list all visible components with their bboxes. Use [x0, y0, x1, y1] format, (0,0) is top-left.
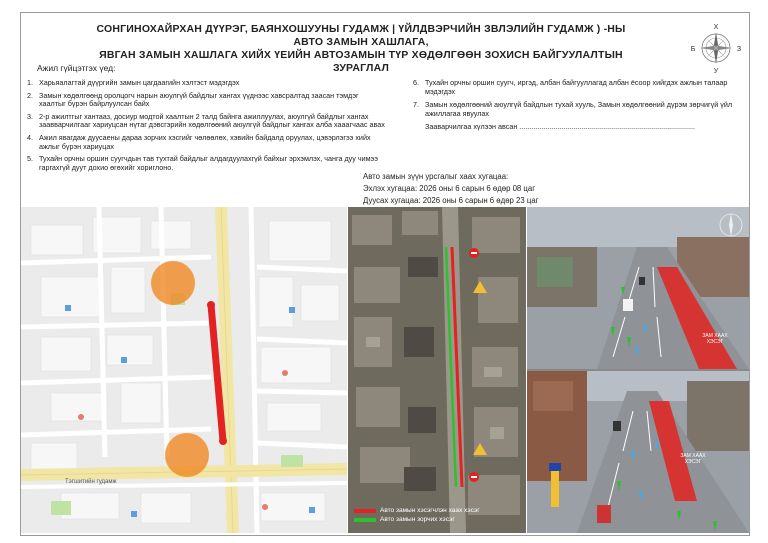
- compass-east-label: З: [736, 46, 742, 53]
- poster-sheet: [20, 12, 750, 536]
- schedule-start: Эхлэх хугацаа: 2026 оны 6 сарын 6 өдөр 08 цаг: [363, 184, 536, 193]
- satellite-drawing: [348, 207, 526, 533]
- legend-item-closed: [354, 507, 480, 514]
- instruction-item: [413, 123, 743, 132]
- item-number: 2.: [27, 90, 33, 100]
- item-text: Тухайн орчны оршин суугчдын тав тухтай байдлыг алдагдуулахгүй байхыг эрхэмлэх, чанга дуу чимээ гаргахгүй дуут дохио өгөхийг хориглоно.: [39, 154, 378, 172]
- schedule-heading: Авто замын зүүн урсгалыг хаах хугацаа:: [363, 172, 509, 181]
- instruction-item: [27, 92, 387, 109]
- item-number: 5.: [27, 154, 33, 164]
- instructions-heading: Ажил гүйцэтгэх үед:: [37, 63, 116, 73]
- item-text: 2-р ажилтгыг хантааз, досиур модтой хаалтын 2 талд байнга ажиллуулах, аюулгүй байдлыг хангах заавварчилгааг хариуцсан нүтаг дэвсгэрийн хөдөлгөөний аюулгүй байдлыг хангах алба хааагчаас авах: [39, 111, 385, 130]
- compass-south-label: У: [713, 68, 719, 75]
- title-line-2: ЯВГАН ЗАМЫН ХАШЛАГА ХИЙХ ҮЕИЙН АВТОЗАМЫН ТҮР ХӨДӨЛГӨӨН ЗОХИСН БАЙГУУЛАЛТЫН ЗУРАГЛАЛ: [99, 49, 623, 74]
- satellite-view: [348, 207, 526, 533]
- legend-item-open: [354, 516, 480, 523]
- instruction-item: [27, 134, 387, 151]
- photo-label-bottom: ЗАМ ХААХ ХЭСЭГ: [680, 453, 706, 465]
- street-photo-top: [527, 207, 749, 369]
- page-title: [81, 23, 641, 75]
- instructions-left: [27, 79, 387, 176]
- item-number: 3.: [27, 111, 33, 121]
- legend-label: Авто замын зорчих хэсэг: [380, 516, 455, 523]
- item-number: 4.: [27, 132, 33, 142]
- item-number: 7.: [413, 100, 419, 110]
- street-name-label: Тэгшитийн гудамж: [65, 479, 117, 485]
- closure-schedule: [363, 171, 539, 207]
- item-text: Зааварчилгаа хүлээн авсан ........................................................................................: [425, 122, 696, 132]
- item-text: Ажил явагдаж дуусаены дараа зорчих хэсгийг чөлөөлөх, хэвийн байдалд оруулах, цэвэрлэгээ хийх ажлыг бүрэн хариуцах: [39, 132, 371, 151]
- street-photos: [527, 207, 749, 533]
- poi-marker: [165, 433, 209, 477]
- legend-label: Авто замын хэсэгчлэн хаах хэсэг: [380, 507, 480, 514]
- instruction-item: [27, 113, 387, 130]
- item-text: Харьяалагтай дүүргийн замын цагдаагийн хэлтэст мэдэгдэх: [39, 78, 240, 87]
- instructions-right: [413, 79, 743, 137]
- poi-marker: [151, 261, 195, 305]
- street-map: [21, 207, 347, 533]
- compass-north-label: Х: [713, 24, 719, 31]
- photo-label-top: ЗАМ ХААХ ХЭСЭГ: [702, 333, 728, 345]
- item-number: [413, 123, 425, 132]
- title-line-1: СОНГИНОХАЙРХАН ДҮҮРЭГ, БАЯНХОШУУНЫ ГУДАМЖ | ҮЙЛДВЭРЧИЙН ЗВЛЭЛИЙН ГУДАМЖ ) -НЫ АВТО ЗАМЫН ХАШЛАГА,: [96, 23, 626, 48]
- item-number: 6.: [413, 78, 419, 87]
- schedule-end: Дуусах хугацаа: 2026 оны 6 сарын 6 өдөр 23 цаг: [363, 196, 539, 205]
- instruction-item: [27, 155, 387, 172]
- compass-west-label: Б: [690, 46, 696, 53]
- item-text: Замын хөдөлгөөний аюулгүй байдлын тухай хууль, Замын хөдөлгөөний дүрэм зөрчигүй үйл ажиллагаа явуулах: [425, 100, 733, 118]
- instruction-item: [27, 79, 387, 88]
- instruction-item: [413, 101, 743, 118]
- item-text: Замын хөдөлгөөнд оролцогч нарын аюулгүй байдлыг хангах үүднээс хавсралтад заасан тэмдэг хаалтыг бүрэн байрлуулсан байх: [39, 90, 359, 109]
- compass-icon: [687, 21, 745, 75]
- street-photo-bottom: [527, 371, 749, 533]
- item-number: 1.: [27, 78, 33, 87]
- legend: [354, 507, 480, 525]
- item-text: Тухайн орчны оршин суугч, иргэд, албан байгууллагад албан ёсоор хийгдэх ажлын талаар мэдэгдэх: [425, 78, 728, 96]
- street-map-drawing: [21, 207, 347, 533]
- instruction-item: [413, 79, 743, 96]
